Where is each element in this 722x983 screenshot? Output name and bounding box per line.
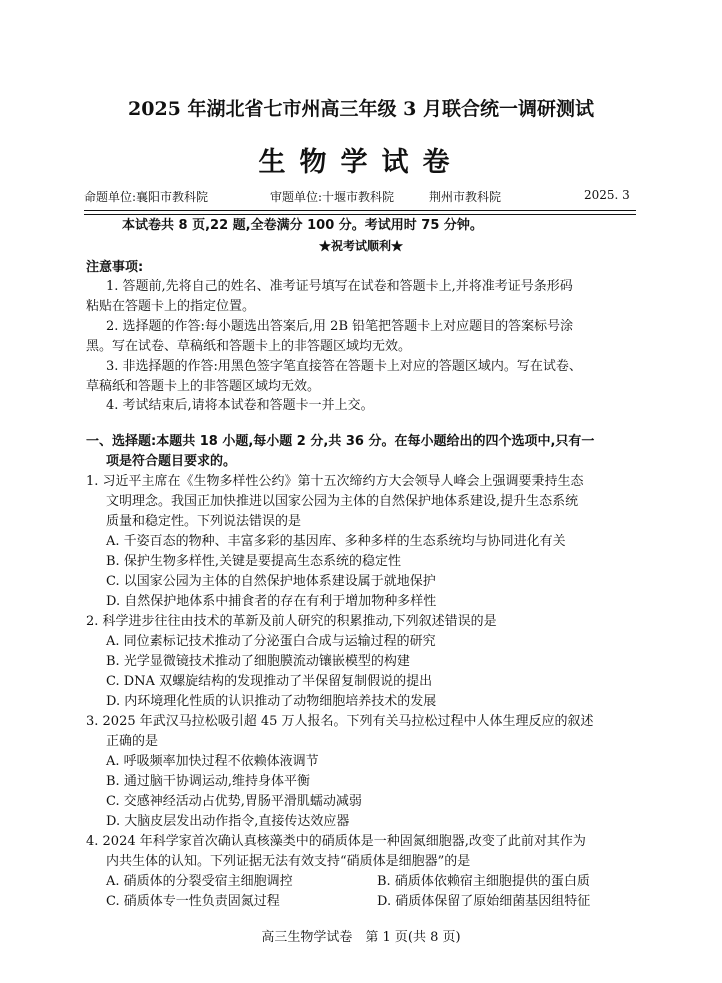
- exam-title: 2025 年湖北省七市州高三年级 3 月联合统一调研测试: [128, 98, 594, 120]
- page-footer: 高三生物学试卷 第 1 页(共 8 页): [261, 930, 461, 945]
- question-4-option-d: D. 硝质体保留了原始细菌基因组特征: [377, 894, 591, 909]
- question-1-option-b: B. 保护生物多样性,关键是要提高生态系统的稳定性: [106, 554, 401, 569]
- question-1-stem: 文明理念。我国正加快推进以国家公园为主体的自然保护地体系建设,提升生态系统: [106, 494, 579, 509]
- exam-date: 2025. 3: [584, 188, 630, 202]
- question-1-option-d: D. 自然保护地体系中捕食者的存在有利于增加物种多样性: [106, 594, 437, 609]
- question-2-option-c: C. DNA 双螺旋结构的发现推动了半保留复制假说的提出: [106, 674, 433, 689]
- section-heading: 一、选择题:本题共 18 小题,每小题 2 分,共 36 分。在每小题给出的四个选项中,只有一: [86, 434, 595, 449]
- note-line: 草稿纸和答题卡上的非答题区域均无效。: [86, 379, 321, 394]
- note-line: 1. 答题前,先将自己的姓名、准考证号填写在试卷和答题卡上,并将准考证号条形码: [106, 279, 573, 294]
- header-rule-thin: [84, 214, 636, 215]
- question-4-option-c: C. 硝质体专一性负责固氮过程: [106, 894, 280, 909]
- question-1-option-c: C. 以国家公园为主体的自然保护地体系建设属于就地保护: [106, 574, 436, 589]
- question-3-stem: 3. 2025 年武汉马拉松吸引超 45 万人报名。下列有关马拉松过程中人体生理反应的叙述: [86, 714, 594, 729]
- good-luck: ★祝考试顺利★: [318, 239, 403, 253]
- question-2-option-b: B. 光学显微镜技术推动了细胞膜流动镶嵌模型的构建: [106, 654, 410, 669]
- header-rule-thick: [84, 210, 636, 211]
- exam-summary: 本试卷共 8 页,22 题,全卷满分 100 分。考试用时 75 分钟。: [122, 218, 483, 233]
- question-1-stem: 1. 习近平主席在《生物多样性公约》第十五次缔约方大会领导人峰会上强调要秉持生态: [86, 474, 584, 489]
- reviewer-unit-1: 审题单位:十堰市教科院: [270, 190, 395, 204]
- note-line: 黑。写在试卷、草稿纸和答题卡上的非答题区域均无效。: [86, 339, 412, 354]
- note-line: 3. 非选择题的作答:用黑色签字笔直接答在答题卡上对应的答题区域内。写在试卷、: [106, 359, 582, 374]
- question-2-option-a: A. 同位素标记技术推动了分泌蛋白合成与运输过程的研究: [106, 634, 436, 649]
- note-line: 4. 考试结束后,请将本试卷和答题卡一并上交。: [106, 398, 374, 413]
- notes-title: 注意事项:: [86, 260, 144, 275]
- question-1-stem: 质量和稳定性。下列说法错误的是: [106, 514, 302, 529]
- question-4-stem: 4. 2024 年科学家首次确认真核藻类中的硝质体是一种固氮细胞器,改变了此前对其作为: [86, 834, 586, 849]
- question-4-option-b: B. 硝质体依赖宿主细胞提供的蛋白质: [377, 874, 590, 889]
- question-4-stem: 内共生体的认知。下列证据无法有效支持“硝质体是细胞器”的是: [106, 854, 471, 869]
- question-2-option-d: D. 内环境理化性质的认识推动了动物细胞培养技术的发展: [106, 694, 437, 709]
- question-4-option-a: A. 硝质体的分裂受宿主细胞调控: [106, 874, 293, 889]
- section-heading-cont: 项是符合题目要求的。: [106, 454, 237, 469]
- question-3-option-c: C. 交感神经活动占优势,胃肠平滑肌蠕动减弱: [106, 794, 362, 809]
- question-2-stem: 2. 科学进步往往由技术的革新及前人研究的积累推动,下列叙述错误的是: [86, 614, 497, 629]
- question-1-option-a: A. 千姿百态的物种、丰富多彩的基因库、多种多样的生态系统均与协同进化有关: [106, 534, 566, 549]
- question-3-option-d: D. 大脑皮层发出动作指令,直接传达效应器: [106, 814, 350, 829]
- note-line: 粘贴在答题卡上的指定位置。: [86, 299, 256, 314]
- subject-title: 生物学试卷: [258, 147, 464, 178]
- question-3-stem: 正确的是: [106, 734, 159, 749]
- note-line: 2. 选择题的作答:每小题选出答案后,用 2B 铅笔把答题卡上对应题目的答案标号涂: [106, 319, 574, 334]
- credit-line: [84, 188, 640, 206]
- reviewer-unit-2: 荆州市教科院: [429, 190, 502, 204]
- proposer-unit: 命题单位:襄阳市教科院: [84, 190, 209, 204]
- question-3-option-b: B. 通过脑干协调运动,维持身体平衡: [106, 774, 310, 789]
- question-3-option-a: A. 呼吸频率加快过程不依赖体液调节: [106, 754, 319, 769]
